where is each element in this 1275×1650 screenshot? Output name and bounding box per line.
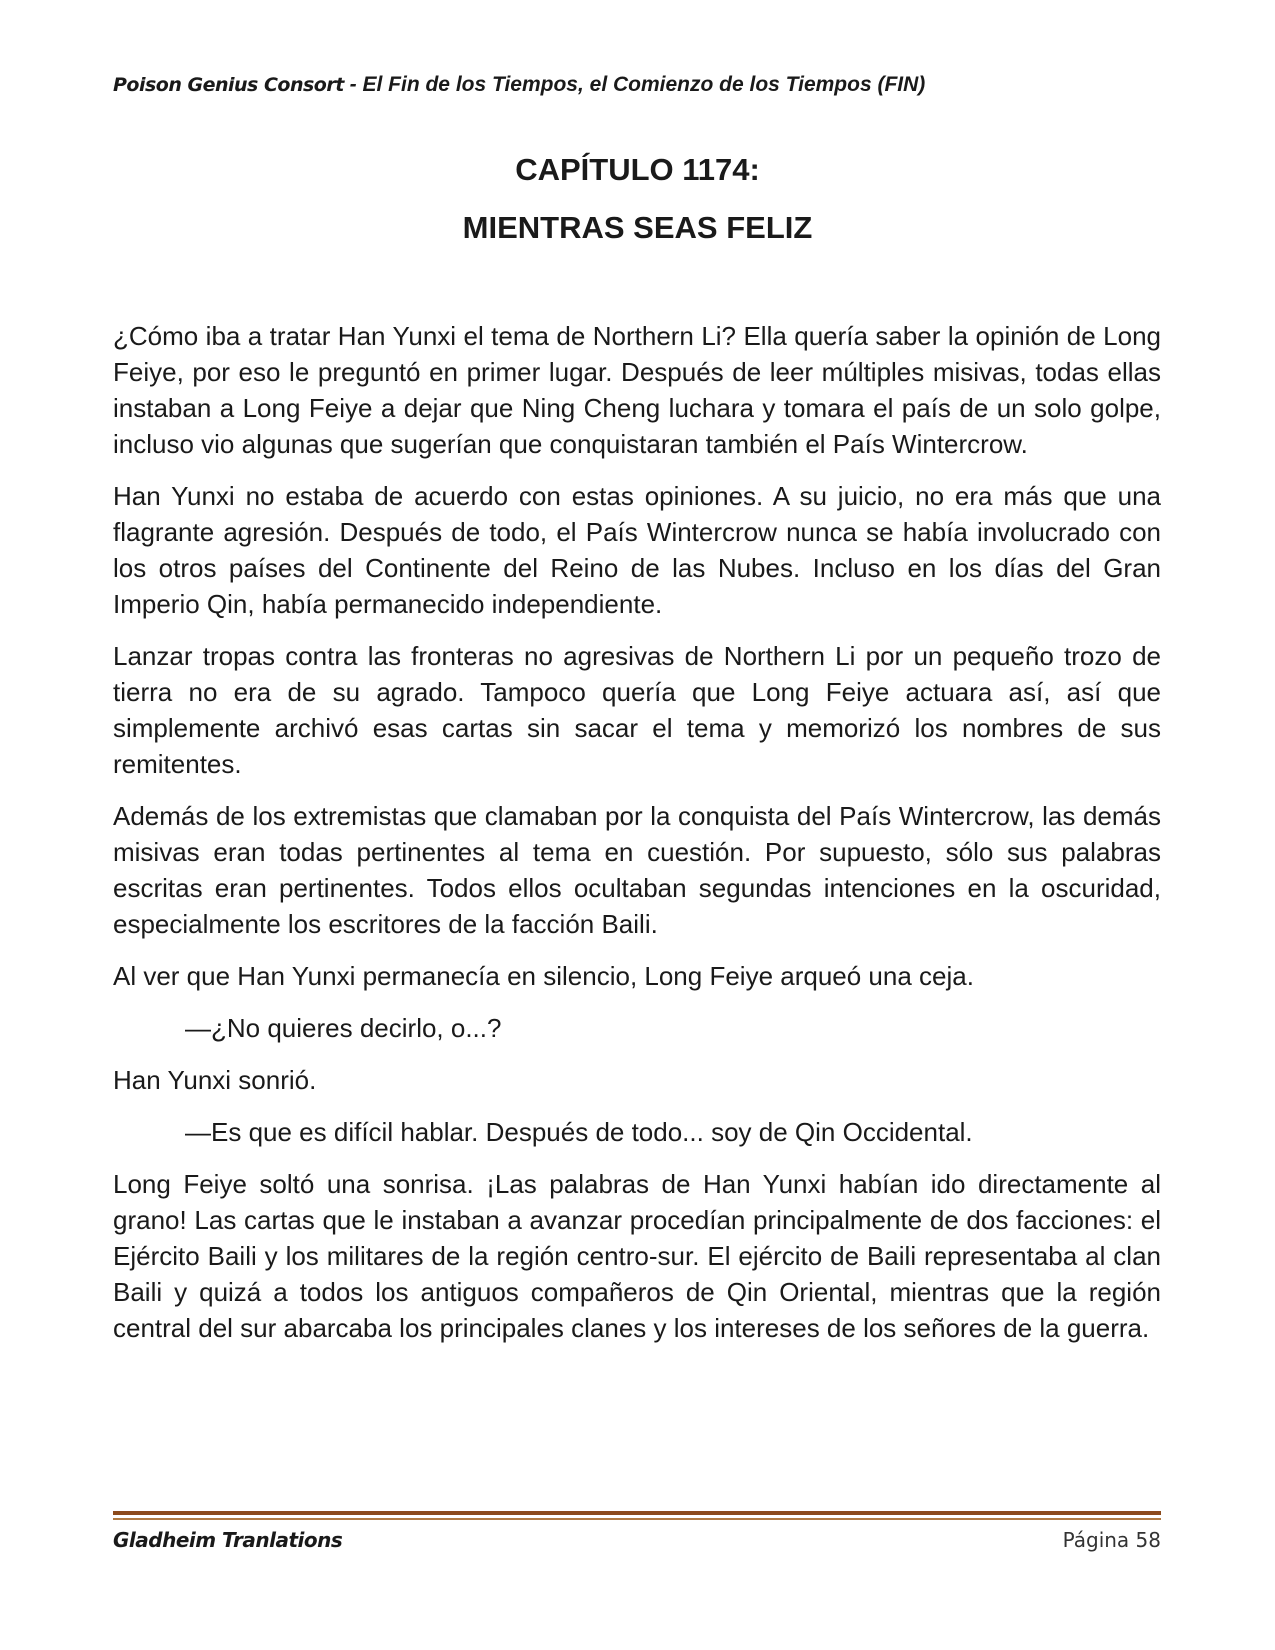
- paragraph: Lanzar tropas contra las fronteras no agresivas de Northern Li por un pequeño trozo de tierra no era de su agrado. Tampoco quería que Long Feiye actuara así, así que simplemente archivó esas cartas sin sacar el tema y memorizó los nombres de sus remitentes.: [113, 641, 1161, 779]
- paragraph: Long Feiye soltó una sonrisa. ¡Las palabras de Han Yunxi habían ido directamente al grano! Las cartas que le instaban a avanzar procedían principalmente de dos facciones: el Ejército Baili y los militares de la región centro-sur. El ejército de Baili representaba al clan Baili y quizá a todos los antiguos compañeros de Qin Oriental, mientras que la región central del sur abarcaba los principales clanes y los intereses de los señores de la guerra.: [113, 1169, 1161, 1343]
- header-subtitle: El Fin de los Tiempos, el Comienzo de los Tiempos (FIN): [362, 73, 926, 96]
- page-number: Página 58: [1062, 1528, 1161, 1552]
- dialogue-line: —¿No quieres decirlo, o...?: [185, 1013, 502, 1043]
- running-header: [113, 73, 925, 97]
- paragraph: Han Yunxi no estaba de acuerdo con estas opiniones. A su juicio, no era más que una flagrante agresión. Después de todo, el País Wintercrow nunca se había involucrado con los otros países del Continente del Reino de las Nubes. Incluso en los días del Gran Imperio Qin, había permanecido independiente.: [113, 481, 1161, 619]
- chapter-body: [113, 318, 1161, 1362]
- series-title: Poison Genius Consort: [113, 74, 344, 96]
- paragraph: Al ver que Han Yunxi permanecía en silencio, Long Feiye arqueó una ceja.: [113, 961, 974, 991]
- header-separator: -: [343, 73, 363, 96]
- paragraph: ¿Cómo iba a tratar Han Yunxi el tema de Northern Li? Ella quería saber la opinión de Long Feiye, por eso le preguntó en primer lugar. Después de leer múltiples misivas, todas ellas instaban a Long Feiye a dejar que Ning Cheng luchara y tomara el país de un solo golpe, incluso vio algunas que sugerían que conquistaran también el País Wintercrow.: [113, 321, 1161, 459]
- footer-publisher: Gladheim Tranlations: [113, 1528, 343, 1552]
- footer-divider-thick: [113, 1511, 1161, 1515]
- chapter-number: CAPÍTULO 1174:: [515, 152, 760, 187]
- footer-divider-thin: [113, 1518, 1161, 1520]
- paragraph: Han Yunxi sonrió.: [113, 1065, 317, 1095]
- dialogue-line: —Es que es difícil hablar. Después de todo... soy de Qin Occidental.: [185, 1117, 973, 1147]
- chapter-title: MIENTRAS SEAS FELIZ: [462, 210, 813, 245]
- paragraph: Además de los extremistas que clamaban por la conquista del País Wintercrow, las demás misivas eran todas pertinentes al tema en cuestión. Por supuesto, sólo sus palabras escritas eran pertinentes. Todos ellos ocultaban segundas intenciones en la oscuridad, especialmente los escritores de la facción Baili.: [113, 801, 1161, 939]
